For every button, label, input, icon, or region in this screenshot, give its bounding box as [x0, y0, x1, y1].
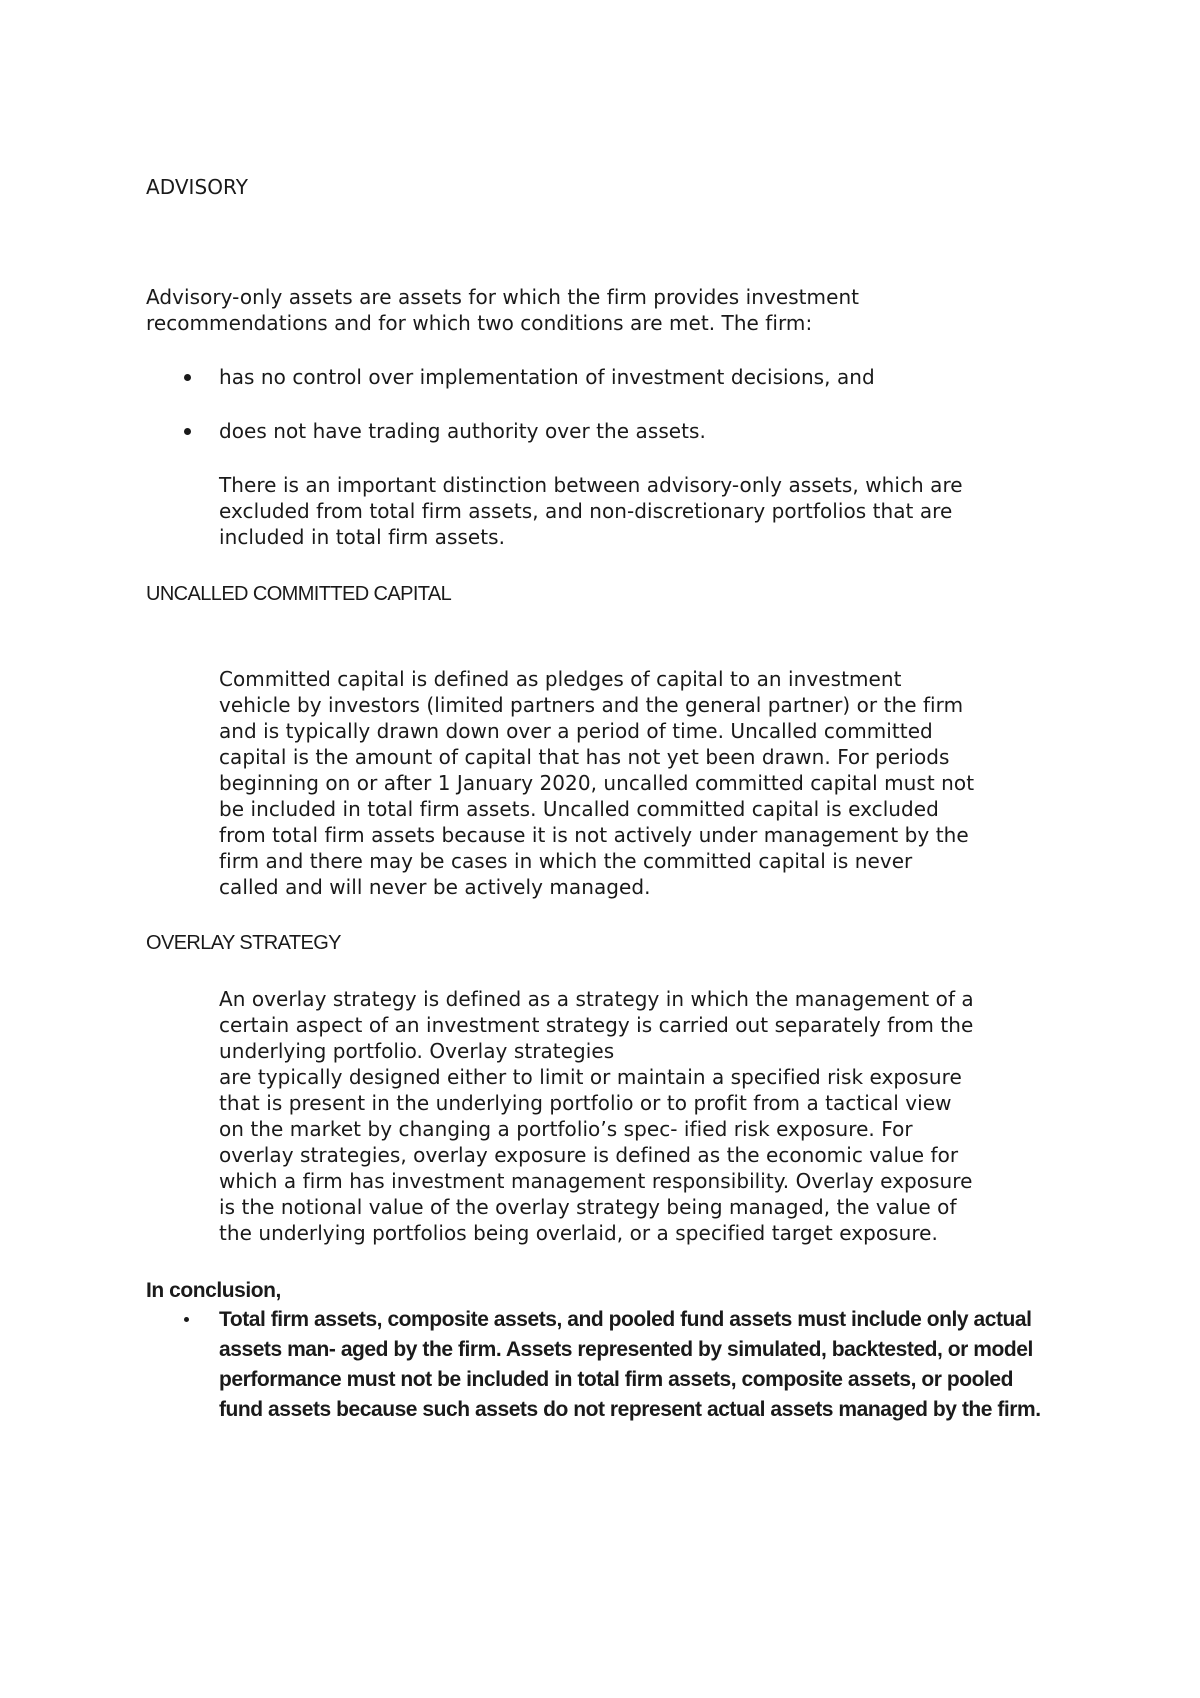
- conclusion-line: performance must not be included in total firm assets, composite assets, or pooled: [219, 1368, 1013, 1391]
- overlay-heading: OVERLAY STRATEGY: [146, 932, 341, 954]
- uncalled-line: Committed capital is defined as pledges of capital to an investment: [219, 667, 902, 691]
- uncalled-line: capital is the amount of capital that has not yet been drawn. For periods: [219, 745, 950, 769]
- uncalled-line: beginning on or after 1 January 2020, uncalled committed capital must not: [219, 771, 975, 795]
- conclusion-line: Total firm assets, composite assets, and pooled fund assets must include only actual: [219, 1308, 1032, 1331]
- advisory-note-line: excluded from total firm assets, and non-discretionary portfolios that are: [219, 499, 953, 523]
- advisory-heading: ADVISORY: [146, 175, 248, 199]
- advisory-note-line: There is an important distinction between advisory-only assets, which are: [219, 473, 963, 497]
- uncalled-heading: UNCALLED COMMITTED CAPITAL: [146, 583, 452, 605]
- advisory-bullet-item: does not have trading authority over the assets.: [219, 419, 706, 443]
- overlay-line: An overlay strategy is defined as a strategy in which the management of a: [219, 987, 974, 1011]
- uncalled-line: firm and there may be cases in which the committed capital is never: [219, 849, 913, 873]
- advisory-note-line: included in total firm assets.: [219, 525, 506, 549]
- uncalled-line: vehicle by investors (limited partners and the general partner) or the firm: [219, 693, 964, 717]
- bullet-icon: [184, 428, 191, 435]
- overlay-line: are typically designed either to limit or maintain a specified risk exposure: [219, 1065, 962, 1089]
- overlay-line: is the notional value of the overlay strategy being managed, the value of: [219, 1195, 957, 1219]
- uncalled-line: and is typically drawn down over a period of time. Uncalled committed: [219, 719, 933, 743]
- conclusion-line: fund assets because such assets do not represent actual assets managed by the firm.: [219, 1398, 1041, 1421]
- uncalled-line: be included in total firm assets. Uncalled committed capital is excluded: [219, 797, 939, 821]
- conclusion-line: assets man- aged by the firm. Assets represented by simulated, backtested, or model: [219, 1338, 1033, 1361]
- overlay-line: the underlying portfolios being overlaid, or a specified target exposure.: [219, 1221, 938, 1245]
- overlay-line: underlying portfolio. Overlay strategies: [219, 1039, 615, 1063]
- conclusion-heading: In conclusion,: [146, 1279, 281, 1302]
- overlay-line: which a firm has investment management responsibility. Overlay exposure: [219, 1169, 973, 1193]
- bullet-icon: [184, 374, 191, 381]
- overlay-line: certain aspect of an investment strategy is carried out separately from the: [219, 1013, 974, 1037]
- advisory-bullet-item: has no control over implementation of investment decisions, and: [219, 365, 875, 389]
- advisory-intro-line: recommendations and for which two conditions are met. The firm:: [146, 311, 813, 335]
- bullet-icon: [184, 1317, 189, 1322]
- advisory-intro-line: Advisory-only assets are assets for which the firm provides investment: [146, 285, 860, 309]
- uncalled-line: from total firm assets because it is not actively under management by the: [219, 823, 969, 847]
- overlay-line: that is present in the underlying portfolio or to profit from a tactical view: [219, 1091, 952, 1115]
- overlay-line: overlay strategies, overlay exposure is defined as the economic value for: [219, 1143, 959, 1167]
- uncalled-line: called and will never be actively managed.: [219, 875, 651, 899]
- overlay-line: on the market by changing a portfolio’s spec- ified risk exposure. For: [219, 1117, 913, 1141]
